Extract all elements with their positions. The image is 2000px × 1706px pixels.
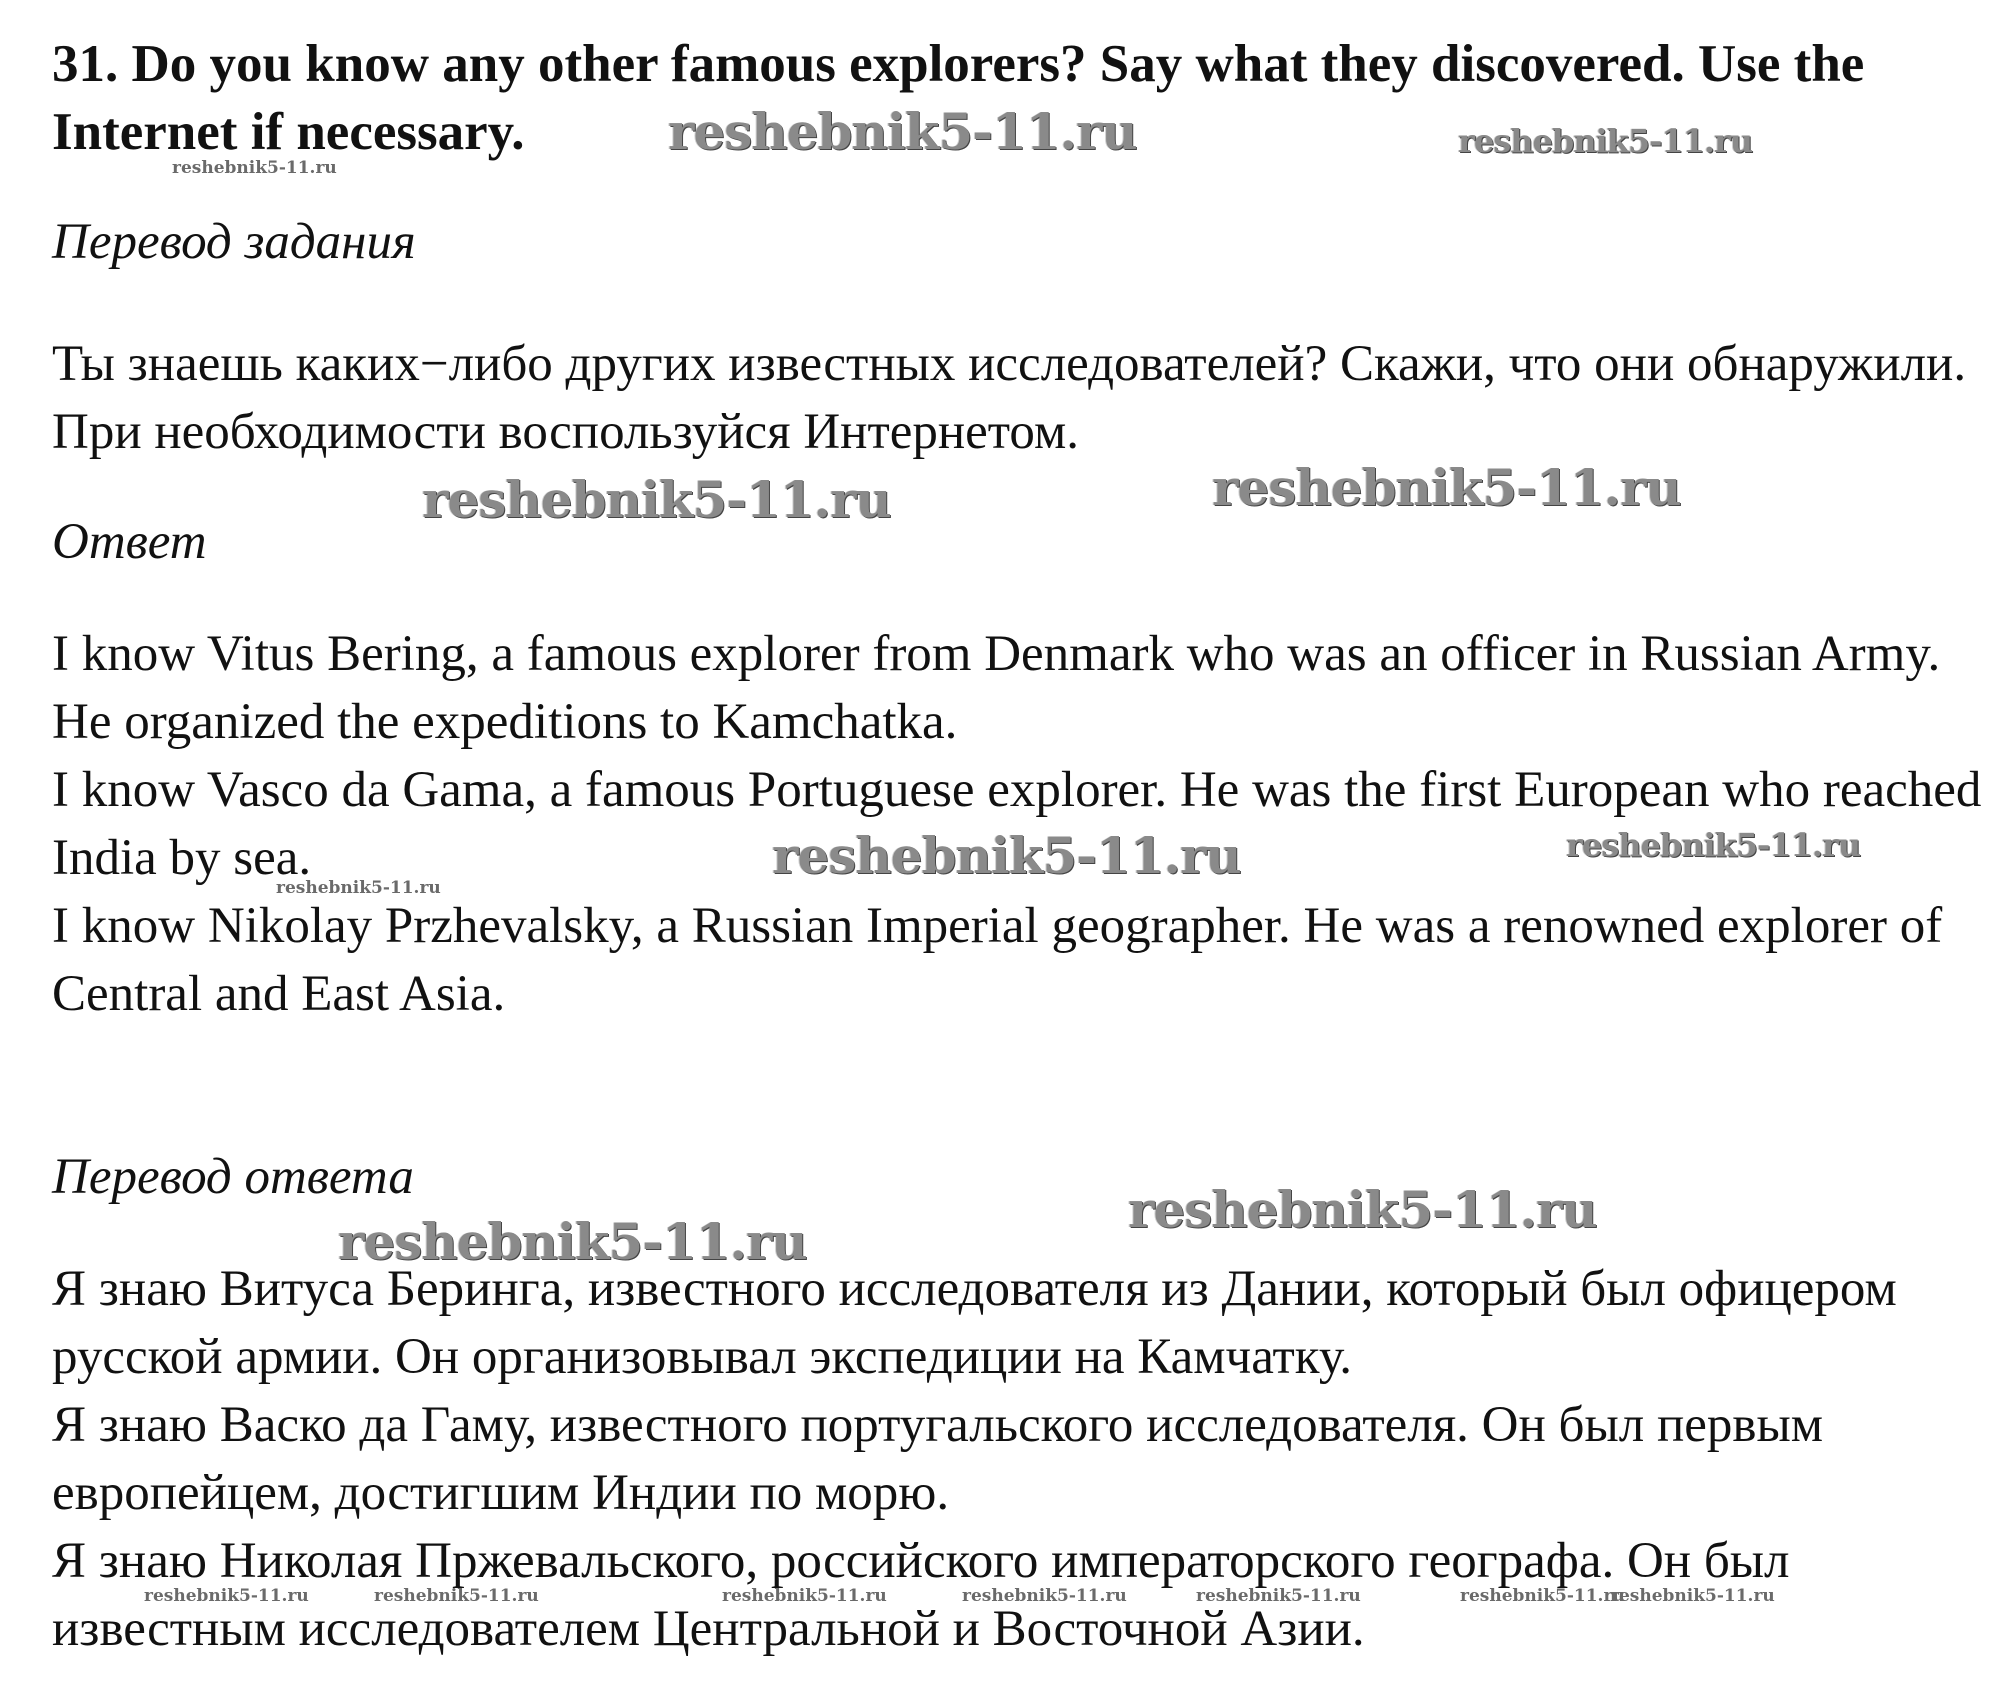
answer-heading: Ответ [52, 514, 207, 570]
task-translation-heading: Перевод задания [52, 214, 416, 270]
watermark: reshebnik5-11.ru [1458, 122, 1753, 160]
watermark: reshebnik5-11.ru [276, 878, 441, 898]
watermark: reshebnik5-11.ru [1196, 1586, 1361, 1606]
watermark: reshebnik5-11.ru [1610, 1586, 1775, 1606]
watermark: reshebnik5-11.ru [1128, 1180, 1597, 1239]
watermark: reshebnik5-11.ru [422, 470, 891, 529]
watermark: reshebnik5-11.ru [772, 826, 1241, 885]
watermark: reshebnik5-11.ru [1212, 458, 1681, 517]
answer-translation-heading: Перевод ответа [52, 1149, 414, 1205]
answer-translation-line: Я знаю Витуса Беринга, известного исследователя из Дании, который был офицером русской армии. Он организовывал экспедиции на Камчатку. [52, 1261, 1897, 1385]
watermark: reshebnik5-11.ru [1566, 826, 1861, 864]
task-translation-text: Ты знаешь каких−либо других известных исследователей? Скажи, что они обнаружили. При необходимости воспользуйся Интернетом. [52, 336, 1967, 460]
watermark: reshebnik5-11.ru [374, 1586, 539, 1606]
watermark: reshebnik5-11.ru [172, 158, 337, 178]
watermark: reshebnik5-11.ru [144, 1586, 309, 1606]
answer-line: I know Vitus Bering, a famous explorer from Denmark who was an officer in Russian Army. He organized the expeditions to Kamchatka. [52, 626, 1941, 750]
task-statement: 31. Do you know any other famous explorers? Say what they discovered. Use the Internet if necessary. [52, 35, 1865, 161]
watermark: reshebnik5-11.ru [338, 1212, 807, 1271]
answer-line: I know Vasco da Gama, a famous Portuguese explorer. He was the first European who reached India by sea. [52, 762, 1982, 886]
answer-translation-line: Я знаю Васко да Гаму, известного португальского исследователя. Он был первым европейцем, достигшим Индии по морю. [52, 1397, 1824, 1521]
watermark: reshebnik5-11.ru [668, 102, 1137, 161]
watermark: reshebnik5-11.ru [962, 1586, 1127, 1606]
answer-line: I know Nikolay Przhevalsky, a Russian Imperial geographer. He was a renowned explorer of Central and East Asia. [52, 898, 1943, 1022]
watermark: reshebnik5-11.ru [1460, 1586, 1625, 1606]
watermark: reshebnik5-11.ru [722, 1586, 887, 1606]
answer-translation-line: Я знаю Николая Пржевальского, российского императорского географа. Он был известным исследователем Центральной и Восточной Азии. [52, 1533, 1790, 1657]
